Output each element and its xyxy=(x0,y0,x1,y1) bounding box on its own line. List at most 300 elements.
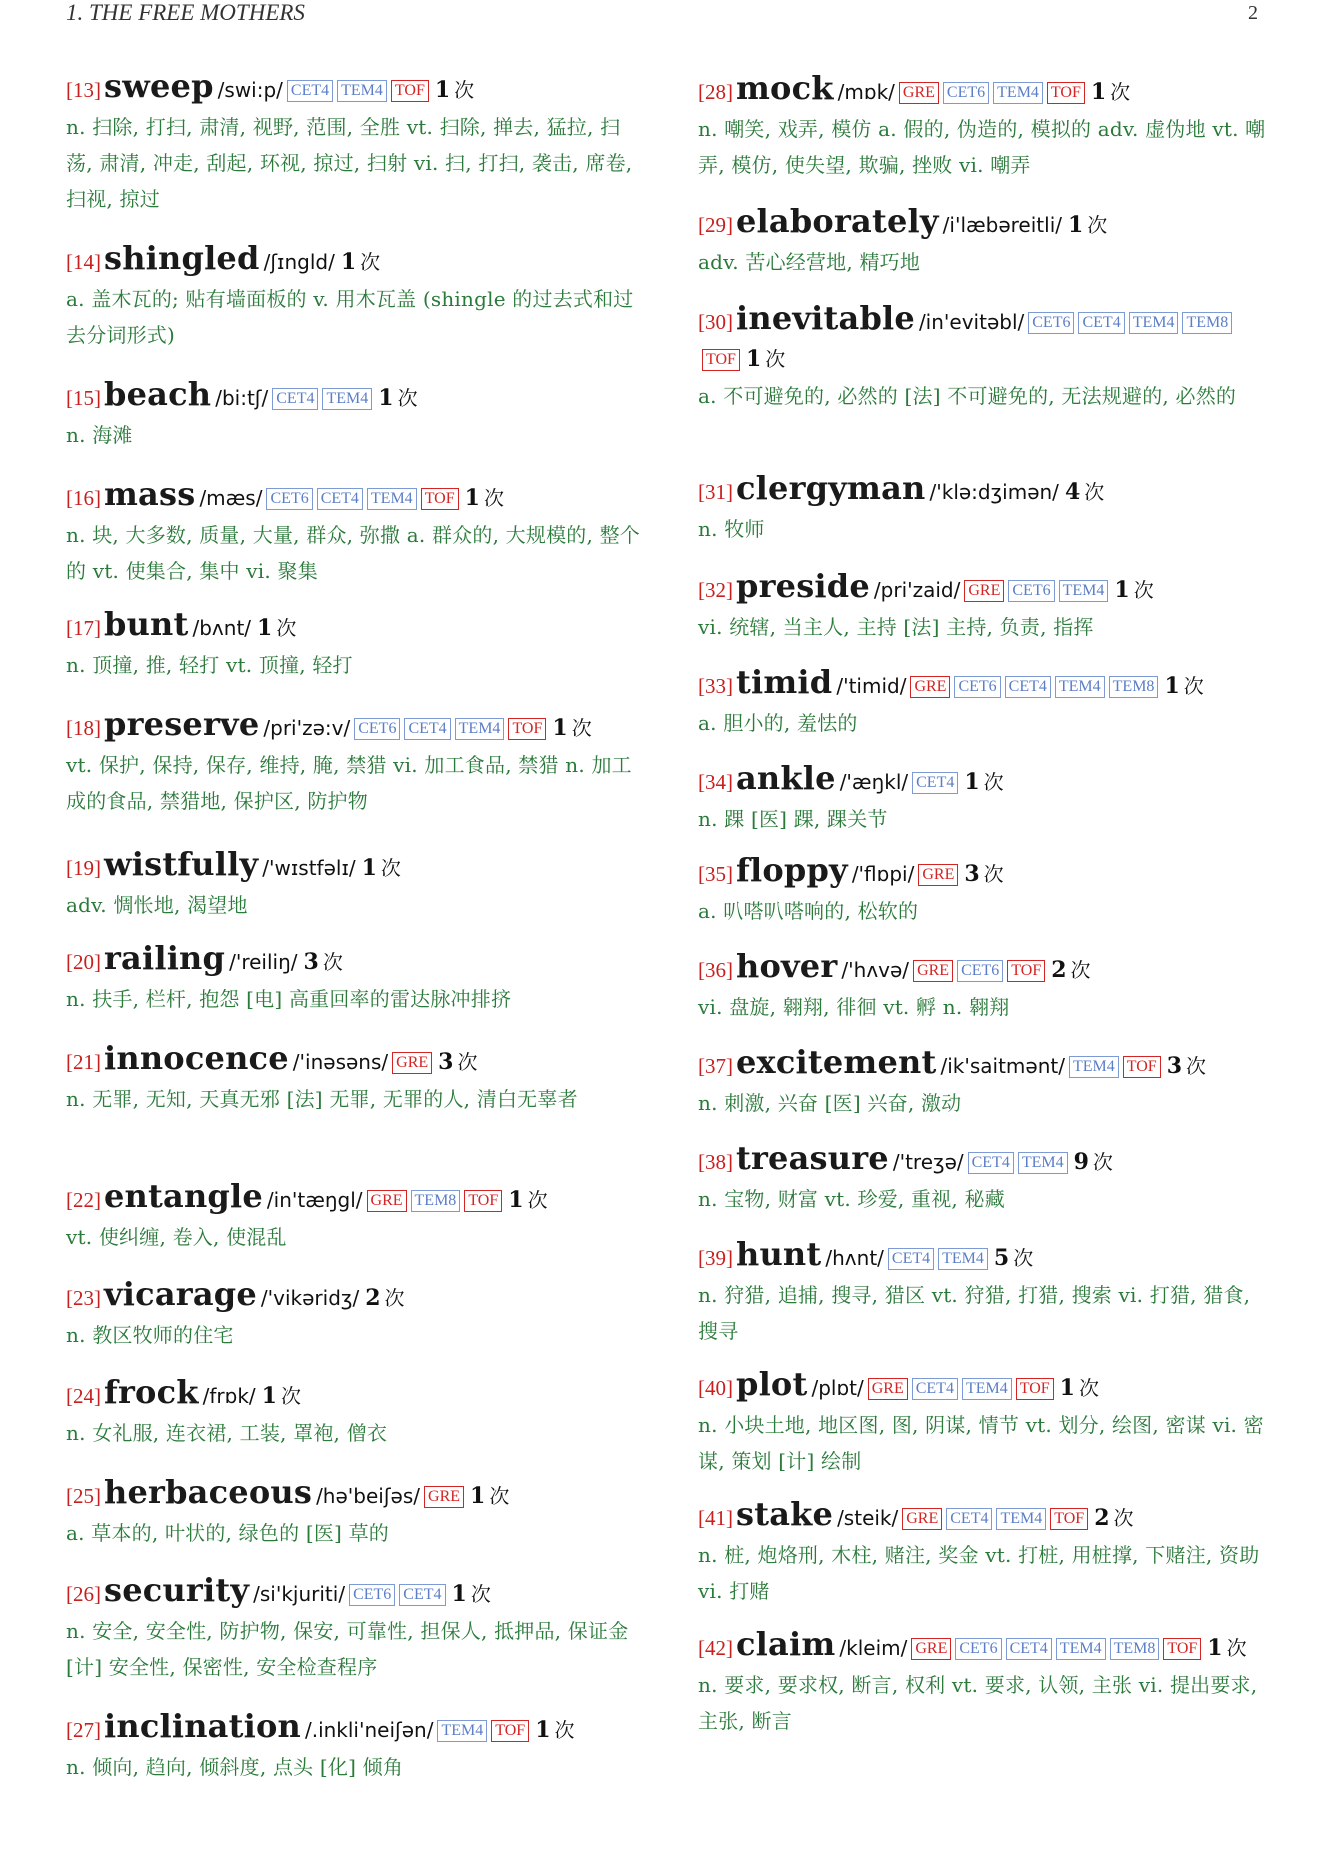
occurrence-count: 1 xyxy=(378,385,394,411)
phonetic: /.inkli'neiʃən/ xyxy=(304,1718,434,1742)
exam-tag: CET6 xyxy=(943,82,989,104)
exam-tag: GRE xyxy=(964,580,1004,602)
occurrence-count: 2 xyxy=(1051,957,1067,983)
headword: hover xyxy=(736,947,838,985)
headword: railing xyxy=(104,939,226,977)
vocab-entry xyxy=(698,203,1273,280)
headword: preserve xyxy=(104,705,260,743)
vocab-entry xyxy=(698,852,1273,929)
vocab-entry xyxy=(698,948,1273,1025)
occurrence-count: 1 xyxy=(261,1383,277,1409)
phonetic: /'hʌvə/ xyxy=(841,958,910,982)
exam-tag: TEM4 xyxy=(367,488,417,510)
occurrence-unit: 次 xyxy=(983,862,1004,886)
headword: shingled xyxy=(104,239,260,277)
exam-tag: GRE xyxy=(913,960,953,982)
occurrence-unit: 次 xyxy=(1186,1054,1207,1078)
exam-tag: GRE xyxy=(424,1486,464,1508)
phonetic: /swi:p/ xyxy=(217,78,283,102)
occurrence-unit: 次 xyxy=(1070,958,1091,982)
vocab-entry xyxy=(66,1474,641,1551)
entry-index: [14] xyxy=(66,250,101,274)
occurrence-unit: 次 xyxy=(384,1286,405,1310)
occurrence-count: 1 xyxy=(964,769,980,795)
definition: n. 刺激, 兴奋 [医] 兴奋, 激动 xyxy=(698,1091,962,1115)
definition: n. 踝 [医] 踝, 踝关节 xyxy=(698,807,888,831)
phonetic: /'æŋkl/ xyxy=(839,770,909,794)
definition: n. 顶撞, 推, 轻打 vt. 顶撞, 轻打 xyxy=(66,653,353,677)
exam-tag: TOF xyxy=(391,80,429,102)
definition: a. 胆小的, 羞怯的 xyxy=(698,711,858,735)
entry-index: [16] xyxy=(66,486,101,510)
occurrence-count: 5 xyxy=(993,1245,1010,1271)
vocab-entry xyxy=(66,376,641,453)
occurrence-unit: 次 xyxy=(1087,213,1108,237)
entry-index: [32] xyxy=(698,578,733,602)
entry-index: [31] xyxy=(698,480,733,504)
phonetic: /pri'zə:v/ xyxy=(263,716,351,740)
vocab-entry xyxy=(66,476,641,589)
exam-tag: GRE xyxy=(392,1052,432,1074)
entry-index: [27] xyxy=(66,1718,101,1742)
occurrence-count: 1 xyxy=(464,485,480,511)
headword: mass xyxy=(104,475,196,513)
definition: adv. 惆怅地, 渴望地 xyxy=(66,893,248,917)
entry-index: [30] xyxy=(698,310,733,334)
entry-headline xyxy=(698,203,1273,244)
vocab-entry xyxy=(698,664,1273,741)
exam-tag: TEM4 xyxy=(322,388,372,410)
entry-headline xyxy=(698,1044,1273,1085)
definition: n. 海滩 xyxy=(66,423,133,447)
vocab-entry xyxy=(66,606,641,683)
definition: n. 无罪, 无知, 天真无邪 [法] 无罪, 无罪的人, 清白无辜者 xyxy=(66,1087,578,1111)
exam-tag: GRE xyxy=(367,1190,407,1212)
occurrence-unit: 次 xyxy=(280,1384,301,1408)
vocab-entry xyxy=(698,568,1273,645)
occurrence-count: 9 xyxy=(1073,1149,1089,1175)
occurrence-unit: 次 xyxy=(1078,1376,1099,1400)
exam-tag: TOF xyxy=(1047,82,1085,104)
vocab-entry xyxy=(698,1044,1273,1121)
occurrence-unit: 次 xyxy=(765,347,786,371)
entry-index: [34] xyxy=(698,770,733,794)
vocab-entry xyxy=(66,1178,641,1255)
occurrence-count: 2 xyxy=(365,1285,381,1311)
headword: inclination xyxy=(104,1707,301,1745)
phonetic: /'treʒə/ xyxy=(892,1150,964,1174)
vocab-entry xyxy=(66,846,641,923)
phonetic: /hə'beiʃəs/ xyxy=(316,1484,421,1508)
exam-tag: TEM8 xyxy=(1110,1638,1160,1660)
occurrence-count: 1 xyxy=(434,77,451,103)
definition: n. 块, 大多数, 质量, 大量, 群众, 弥撒 a. 群众的, 大规模的, 整个的 vt. 使集合, 集中 vi. 聚集 xyxy=(66,523,640,583)
definition: a. 叭嗒叭嗒响的, 松软的 xyxy=(698,899,919,923)
entry-headline xyxy=(698,1140,1273,1181)
occurrence-count: 1 xyxy=(1090,79,1107,105)
phonetic: /ik'saitmənt/ xyxy=(940,1054,1065,1078)
phonetic: /steik/ xyxy=(837,1506,899,1530)
entry-index: [40] xyxy=(698,1376,733,1400)
entry-index: [22] xyxy=(66,1188,101,1212)
occurrence-count: 1 xyxy=(745,346,762,372)
entry-index: [24] xyxy=(66,1384,101,1408)
vocab-entry xyxy=(66,940,641,1017)
phonetic: /i'læbəreitli/ xyxy=(942,213,1062,237)
entry-index: [15] xyxy=(66,386,101,410)
exam-tag: GRE xyxy=(911,1638,951,1660)
headword: herbaceous xyxy=(104,1473,313,1511)
phonetic: /bi:tʃ/ xyxy=(215,386,269,410)
entry-headline xyxy=(66,1474,641,1515)
headword: wistfully xyxy=(104,845,259,883)
exam-tag: CET6 xyxy=(1028,312,1074,334)
entry-headline xyxy=(698,948,1273,989)
exam-tag: CET4 xyxy=(399,1584,445,1606)
vocab-entry xyxy=(698,70,1273,183)
occurrence-unit: 次 xyxy=(397,386,418,410)
definition: n. 教区牧师的住宅 xyxy=(66,1323,234,1347)
occurrence-count: 1 xyxy=(1114,577,1130,603)
occurrence-count: 1 xyxy=(1067,212,1084,238)
occurrence-count: 1 xyxy=(451,1581,467,1607)
exam-tag: TEM8 xyxy=(411,1190,461,1212)
page-number: 2 xyxy=(1248,2,1258,24)
exam-tag: CET4 xyxy=(1005,676,1051,698)
headword: beach xyxy=(104,375,212,413)
headword: security xyxy=(104,1571,250,1609)
entry-headline xyxy=(66,1276,641,1317)
phonetic: /'klə:dʒimən/ xyxy=(929,480,1059,504)
entry-headline xyxy=(698,70,1273,111)
headword: timid xyxy=(736,663,833,701)
entry-headline xyxy=(66,606,641,647)
entry-index: [33] xyxy=(698,674,733,698)
exam-tag: CET6 xyxy=(957,960,1003,982)
occurrence-unit: 次 xyxy=(483,486,504,510)
entry-index: [23] xyxy=(66,1286,101,1310)
occurrence-count: 1 xyxy=(1164,673,1180,699)
entry-headline xyxy=(66,706,641,747)
occurrence-count: 1 xyxy=(508,1187,524,1213)
vocab-entry xyxy=(66,1374,641,1451)
exam-tag: TOF xyxy=(1050,1508,1088,1530)
entry-index: [26] xyxy=(66,1582,101,1606)
phonetic: /in'evitəbl/ xyxy=(918,310,1025,334)
entry-headline xyxy=(66,476,641,517)
exam-tag: TOF xyxy=(1007,960,1045,982)
exam-tag: TEM8 xyxy=(1109,676,1159,698)
chapter-title: 1. THE FREE MOTHERS xyxy=(66,0,305,25)
headword: ankle xyxy=(736,759,836,797)
exam-tag: GRE xyxy=(918,864,958,886)
exam-tag: CET6 xyxy=(266,488,312,510)
exam-tag: TEM4 xyxy=(337,80,387,102)
definition: n. 扫除, 打扫, 肃清, 视野, 范围, 全胜 vt. 扫除, 掸去, 猛拉, 扫荡, 肃清, 冲走, 刮起, 环视, 掠过, 扫射 vi. 扫, 打扫, 袭击, 席卷, 扫视, 掠过 xyxy=(66,115,633,211)
entry-index: [36] xyxy=(698,958,733,982)
occurrence-unit: 次 xyxy=(571,716,592,740)
vocab-entry xyxy=(66,706,641,819)
exam-tag: TOF xyxy=(508,718,546,740)
occurrence-unit: 次 xyxy=(527,1188,548,1212)
exam-tag: CET4 xyxy=(968,1152,1014,1174)
occurrence-count: 3 xyxy=(438,1049,454,1075)
entry-headline xyxy=(698,470,1273,511)
exam-tag: TEM4 xyxy=(993,82,1043,104)
headword: bunt xyxy=(104,605,189,643)
entry-index: [21] xyxy=(66,1050,101,1074)
headword: excitement xyxy=(736,1043,937,1081)
occurrence-unit: 次 xyxy=(1113,1506,1134,1530)
entry-headline xyxy=(698,1366,1273,1407)
exam-tag: TEM4 xyxy=(996,1508,1046,1530)
phonetic: /'inəsəns/ xyxy=(292,1050,389,1074)
entry-index: [39] xyxy=(698,1246,733,1270)
exam-tag: CET4 xyxy=(1006,1638,1052,1660)
exam-tag: TOF xyxy=(1163,1638,1201,1660)
entry-headline xyxy=(698,300,1273,378)
entry-headline xyxy=(66,1572,641,1613)
exam-tag: TEM4 xyxy=(437,1720,487,1742)
exam-tag: GRE xyxy=(902,1508,942,1530)
headword: sweep xyxy=(104,67,214,105)
definition: n. 要求, 要求权, 断言, 权利 vt. 要求, 认领, 主张 vi. 提出要求, 主张, 断言 xyxy=(698,1673,1258,1733)
occurrence-count: 1 xyxy=(535,1717,551,1743)
definition: n. 宝物, 财富 vt. 珍爱, 重视, 秘藏 xyxy=(698,1187,1005,1211)
definition: n. 狩猎, 追捕, 搜寻, 猎区 vt. 狩猎, 打猎, 搜索 vi. 打猎, 猎食, 搜寻 xyxy=(698,1283,1251,1343)
entry-index: [41] xyxy=(698,1506,733,1530)
exam-tag: CET6 xyxy=(1008,580,1054,602)
exam-tag: GRE xyxy=(868,1378,908,1400)
vocab-entry xyxy=(698,760,1273,837)
exam-tag: TOF xyxy=(491,1720,529,1742)
exam-tag: TEM4 xyxy=(1056,1638,1106,1660)
entry-headline xyxy=(698,852,1273,893)
vocab-entry xyxy=(698,1496,1273,1609)
headword: floppy xyxy=(736,851,848,889)
occurrence-unit: 次 xyxy=(983,770,1004,794)
exam-tag: CET4 xyxy=(888,1248,934,1270)
exam-tag: TEM4 xyxy=(1069,1056,1119,1078)
headword: frock xyxy=(104,1373,199,1411)
occurrence-unit: 次 xyxy=(489,1484,510,1508)
phonetic: /frɒk/ xyxy=(202,1384,256,1408)
vocab-entry xyxy=(66,1276,641,1353)
entry-index: [28] xyxy=(698,80,733,104)
exam-tag: TOF xyxy=(1016,1378,1054,1400)
phonetic: /'wɪstfəlɪ/ xyxy=(262,856,356,880)
definition: n. 扶手, 栏杆, 抱怨 [电] 高重回率的雷达脉冲排挤 xyxy=(66,987,512,1011)
definition: vt. 保护, 保持, 保存, 维持, 腌, 禁猎 vi. 加工食品, 禁猎 n. 加工成的食品, 禁猎地, 保护区, 防护物 xyxy=(66,753,632,813)
definition: n. 小块土地, 地区图, 图, 阴谋, 情节 vt. 划分, 绘图, 密谋 vi. 密谋, 策划 [计] 绘制 xyxy=(698,1413,1264,1473)
occurrence-count: 1 xyxy=(470,1483,486,1509)
exam-tag: CET6 xyxy=(954,676,1000,698)
exam-tag: GRE xyxy=(899,82,939,104)
occurrence-count: 1 xyxy=(361,855,377,881)
occurrence-unit: 次 xyxy=(457,1050,478,1074)
vocab-entry xyxy=(66,1708,641,1785)
entry-index: [20] xyxy=(66,950,101,974)
exam-tag: CET6 xyxy=(955,1638,1001,1660)
occurrence-unit: 次 xyxy=(1226,1636,1247,1660)
occurrence-unit: 次 xyxy=(1110,80,1131,104)
occurrence-count: 1 xyxy=(340,249,357,275)
vocab-entry xyxy=(66,1572,641,1685)
headword: vicarage xyxy=(104,1275,257,1313)
exam-tag: TEM8 xyxy=(1182,312,1232,334)
occurrence-count: 1 xyxy=(257,615,273,641)
phonetic: /mæs/ xyxy=(199,486,263,510)
occurrence-unit: 次 xyxy=(322,950,343,974)
exam-tag: TOF xyxy=(464,1190,502,1212)
headword: inevitable xyxy=(736,299,915,337)
exam-tag: TOF xyxy=(421,488,459,510)
definition: a. 不可避免的, 必然的 [法] 不可避免的, 无法规避的, 必然的 xyxy=(698,384,1237,408)
exam-tag: TOF xyxy=(702,349,740,371)
entry-headline xyxy=(698,568,1273,609)
vocab-entry xyxy=(698,1236,1273,1349)
entry-index: [38] xyxy=(698,1150,733,1174)
occurrence-count: 1 xyxy=(1207,1635,1223,1661)
occurrence-unit: 次 xyxy=(380,856,401,880)
vocab-entry xyxy=(698,1366,1273,1479)
exam-tag: CET4 xyxy=(287,80,333,102)
definition: n. 桩, 炮烙刑, 木柱, 赌注, 奖金 vt. 打桩, 用桩撑, 下赌注, 资助 vi. 打赌 xyxy=(698,1543,1260,1603)
phonetic: /si'kjuriti/ xyxy=(253,1582,346,1606)
occurrence-unit: 次 xyxy=(360,250,381,274)
exam-tag: TEM4 xyxy=(962,1378,1012,1400)
definition: a. 草本的, 叶状的, 绿色的 [医] 草的 xyxy=(66,1521,389,1545)
phonetic: /'timid/ xyxy=(836,674,907,698)
occurrence-unit: 次 xyxy=(1013,1246,1034,1270)
headword: treasure xyxy=(736,1139,889,1177)
headword: preside xyxy=(736,567,870,605)
exam-tag: TOF xyxy=(1123,1056,1161,1078)
entry-headline xyxy=(66,68,641,109)
occurrence-unit: 次 xyxy=(554,1718,575,1742)
entry-headline xyxy=(698,664,1273,705)
exam-tag: CET4 xyxy=(404,718,450,740)
entry-index: [13] xyxy=(66,78,101,102)
entry-index: [17] xyxy=(66,616,101,640)
occurrence-unit: 次 xyxy=(1092,1150,1113,1174)
headword: hunt xyxy=(736,1235,822,1273)
headword: plot xyxy=(736,1365,808,1403)
vocab-entry xyxy=(66,240,641,353)
exam-tag: CET4 xyxy=(272,388,318,410)
definition: vt. 使纠缠, 卷入, 使混乱 xyxy=(66,1225,287,1249)
occurrence-unit: 次 xyxy=(276,616,297,640)
entry-headline xyxy=(66,240,641,281)
phonetic: /plɒt/ xyxy=(811,1376,864,1400)
entry-headline xyxy=(66,1708,641,1749)
headword: clergyman xyxy=(736,469,926,507)
vocab-entry xyxy=(698,300,1273,414)
exam-tag: TEM4 xyxy=(1055,676,1105,698)
entry-headline xyxy=(698,760,1273,801)
vocab-entry xyxy=(66,68,641,217)
definition: adv. 苦心经营地, 精巧地 xyxy=(698,250,921,274)
exam-tag: CET4 xyxy=(317,488,363,510)
phonetic: /bʌnt/ xyxy=(192,616,252,640)
phonetic: /ʃɪngld/ xyxy=(263,250,335,274)
entry-index: [37] xyxy=(698,1054,733,1078)
definition: vi. 盘旋, 翱翔, 徘徊 vt. 孵 n. 翱翔 xyxy=(698,995,1010,1019)
entry-index: [42] xyxy=(698,1636,733,1660)
headword: claim xyxy=(736,1625,836,1663)
occurrence-count: 3 xyxy=(1166,1053,1183,1079)
entry-headline xyxy=(66,1374,641,1415)
occurrence-unit: 次 xyxy=(1084,480,1105,504)
vocab-entry xyxy=(698,1626,1273,1739)
occurrence-count: 4 xyxy=(1064,479,1081,505)
headword: entangle xyxy=(104,1177,263,1215)
exam-tag: TEM4 xyxy=(455,718,505,740)
entry-headline xyxy=(66,940,641,981)
occurrence-count: 2 xyxy=(1094,1505,1110,1531)
exam-tag: TEM4 xyxy=(938,1248,988,1270)
phonetic: /kleim/ xyxy=(839,1636,908,1660)
definition: n. 牧师 xyxy=(698,517,765,541)
entry-headline xyxy=(66,376,641,417)
definition: a. 盖木瓦的; 贴有墙面板的 v. 用木瓦盖 (shingle 的过去式和过去分词形式) xyxy=(66,287,634,347)
definition: n. 安全, 安全性, 防护物, 保安, 可靠性, 担保人, 抵押品, 保证金 [计] 安全性, 保密性, 安全检查程序 xyxy=(66,1619,629,1679)
definition: n. 嘲笑, 戏弄, 模仿 a. 假的, 伪造的, 模拟的 adv. 虚伪地 vt. 嘲弄, 模仿, 使失望, 欺骗, 挫败 vi. 嘲弄 xyxy=(698,117,1266,177)
phonetic: /pri'zaid/ xyxy=(873,578,961,602)
phonetic: /'vikəridʒ/ xyxy=(260,1286,360,1310)
entry-headline xyxy=(66,846,641,887)
entry-headline xyxy=(66,1040,641,1081)
definition: n. 女礼服, 连衣裙, 工装, 罩袍, 僧衣 xyxy=(66,1421,388,1445)
occurrence-count: 1 xyxy=(552,715,568,741)
occurrence-unit: 次 xyxy=(470,1582,491,1606)
entry-headline xyxy=(66,1178,641,1219)
entry-headline xyxy=(698,1626,1273,1667)
occurrence-unit: 次 xyxy=(1133,578,1154,602)
exam-tag: TEM4 xyxy=(1018,1152,1068,1174)
headword: stake xyxy=(736,1495,834,1533)
exam-tag: GRE xyxy=(910,676,950,698)
exam-tag: CET6 xyxy=(349,1584,395,1606)
occurrence-count: 3 xyxy=(303,949,319,975)
occurrence-unit: 次 xyxy=(1183,674,1204,698)
phonetic: /'flɒpi/ xyxy=(851,862,915,886)
exam-tag: CET6 xyxy=(354,718,400,740)
definition: n. 倾向, 趋向, 倾斜度, 点头 [化] 倾角 xyxy=(66,1755,404,1779)
vocab-entry xyxy=(66,1040,641,1117)
exam-tag: CET4 xyxy=(912,772,958,794)
vocab-entry xyxy=(698,1140,1273,1217)
vocab-entry xyxy=(698,470,1273,547)
headword: elaborately xyxy=(736,202,939,240)
entry-index: [35] xyxy=(698,862,733,886)
entry-headline xyxy=(698,1496,1273,1537)
exam-tag: TEM4 xyxy=(1129,312,1179,334)
entry-index: [29] xyxy=(698,213,733,237)
occurrence-unit: 次 xyxy=(454,78,475,102)
phonetic: /in'tæŋgl/ xyxy=(266,1188,363,1212)
phonetic: /mɒk/ xyxy=(837,80,895,104)
entry-index: [19] xyxy=(66,856,101,880)
occurrence-count: 1 xyxy=(1059,1375,1075,1401)
entry-headline xyxy=(698,1236,1273,1277)
phonetic: /'reiliŋ/ xyxy=(229,950,298,974)
definition: vi. 统辖, 当主人, 主持 [法] 主持, 负责, 指挥 xyxy=(698,615,1094,639)
entry-index: [25] xyxy=(66,1484,101,1508)
exam-tag: CET4 xyxy=(1078,312,1124,334)
headword: innocence xyxy=(104,1039,289,1077)
exam-tag: CET4 xyxy=(912,1378,958,1400)
